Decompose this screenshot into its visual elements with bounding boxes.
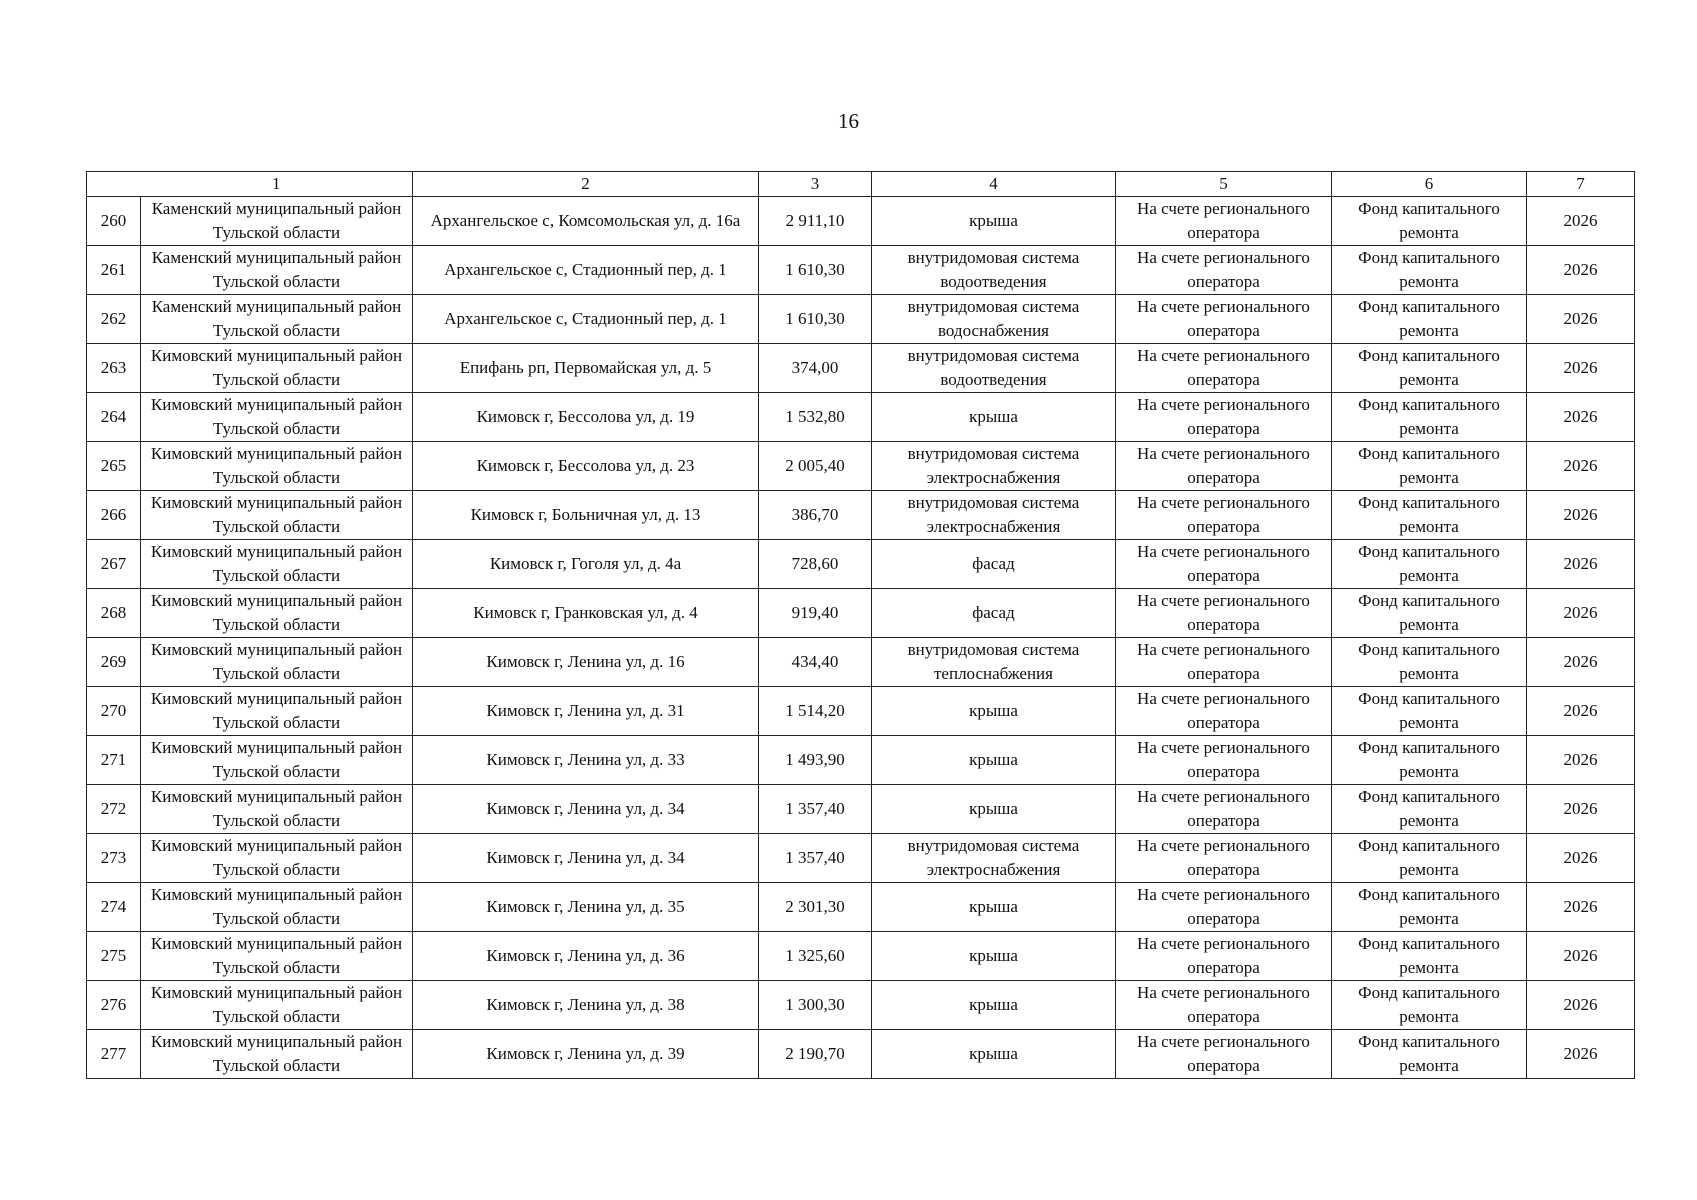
funding-source-cell: Фонд капитального ремонта <box>1332 638 1527 687</box>
account-cell: На счете регионального оператора <box>1116 491 1332 540</box>
district-cell: Кимовский муниципальный район Тульской области <box>141 442 413 491</box>
address-cell: Кимовск г, Ленина ул, д. 31 <box>413 687 759 736</box>
row-number-cell: 263 <box>87 344 141 393</box>
table-row <box>87 442 1635 491</box>
row-number-cell: 271 <box>87 736 141 785</box>
row-number-cell: 277 <box>87 1030 141 1079</box>
year-cell: 2026 <box>1527 246 1635 295</box>
year-cell: 2026 <box>1527 491 1635 540</box>
funding-source-cell: Фонд капитального ремонта <box>1332 834 1527 883</box>
account-cell: На счете регионального оператора <box>1116 540 1332 589</box>
address-cell: Кимовск г, Ленина ул, д. 33 <box>413 736 759 785</box>
district-cell: Кимовский муниципальный район Тульской области <box>141 344 413 393</box>
district-cell: Кимовский муниципальный район Тульской области <box>141 393 413 442</box>
address-cell: Кимовск г, Бессолова ул, д. 19 <box>413 393 759 442</box>
column-header: 5 <box>1116 172 1332 197</box>
area-cell: 1 357,40 <box>759 785 872 834</box>
table-row <box>87 834 1635 883</box>
account-cell: На счете регионального оператора <box>1116 883 1332 932</box>
row-number-cell: 275 <box>87 932 141 981</box>
account-cell: На счете регионального оператора <box>1116 589 1332 638</box>
work-type-cell: крыша <box>872 932 1116 981</box>
column-header: 4 <box>872 172 1116 197</box>
year-cell: 2026 <box>1527 687 1635 736</box>
header-blank-cell <box>87 172 141 197</box>
repair-register-table <box>86 171 1635 1079</box>
table-row <box>87 589 1635 638</box>
address-cell: Епифань рп, Первомайская ул, д. 5 <box>413 344 759 393</box>
year-cell: 2026 <box>1527 197 1635 246</box>
column-header: 6 <box>1332 172 1527 197</box>
address-cell: Архангельское с, Стадионный пер, д. 1 <box>413 295 759 344</box>
address-cell: Архангельское с, Комсомольская ул, д. 16а <box>413 197 759 246</box>
year-cell: 2026 <box>1527 1030 1635 1079</box>
table-row <box>87 295 1635 344</box>
work-type-cell: внутридомовая система электроснабжения <box>872 442 1116 491</box>
year-cell: 2026 <box>1527 883 1635 932</box>
table-row <box>87 981 1635 1030</box>
district-cell: Кимовский муниципальный район Тульской области <box>141 687 413 736</box>
area-cell: 1 300,30 <box>759 981 872 1030</box>
funding-source-cell: Фонд капитального ремонта <box>1332 197 1527 246</box>
account-cell: На счете регионального оператора <box>1116 393 1332 442</box>
table-row <box>87 197 1635 246</box>
year-cell: 2026 <box>1527 932 1635 981</box>
area-cell: 374,00 <box>759 344 872 393</box>
account-cell: На счете регионального оператора <box>1116 932 1332 981</box>
table-row <box>87 246 1635 295</box>
row-number-cell: 266 <box>87 491 141 540</box>
page-number: 16 <box>838 109 859 133</box>
account-cell: На счете регионального оператора <box>1116 295 1332 344</box>
work-type-cell: внутридомовая система теплоснабжения <box>872 638 1116 687</box>
table-body <box>87 172 1635 1079</box>
address-cell: Кимовск г, Ленина ул, д. 16 <box>413 638 759 687</box>
work-type-cell: внутридомовая система электроснабжения <box>872 834 1116 883</box>
row-number-cell: 267 <box>87 540 141 589</box>
work-type-cell: крыша <box>872 1030 1116 1079</box>
funding-source-cell: Фонд капитального ремонта <box>1332 393 1527 442</box>
table-row <box>87 638 1635 687</box>
table-row <box>87 491 1635 540</box>
year-cell: 2026 <box>1527 344 1635 393</box>
year-cell: 2026 <box>1527 834 1635 883</box>
work-type-cell: внутридомовая система электроснабжения <box>872 491 1116 540</box>
work-type-cell: крыша <box>872 687 1116 736</box>
account-cell: На счете регионального оператора <box>1116 442 1332 491</box>
account-cell: На счете регионального оператора <box>1116 344 1332 393</box>
district-cell: Кимовский муниципальный район Тульской области <box>141 736 413 785</box>
row-number-cell: 260 <box>87 197 141 246</box>
account-cell: На счете регионального оператора <box>1116 687 1332 736</box>
row-number-cell: 268 <box>87 589 141 638</box>
district-cell: Каменский муниципальный район Тульской области <box>141 197 413 246</box>
table-row <box>87 344 1635 393</box>
work-type-cell: внутридомовая система водоснабжения <box>872 295 1116 344</box>
address-cell: Кимовск г, Бессолова ул, д. 23 <box>413 442 759 491</box>
district-cell: Каменский муниципальный район Тульской области <box>141 246 413 295</box>
address-cell: Кимовск г, Гоголя ул, д. 4а <box>413 540 759 589</box>
table-row <box>87 687 1635 736</box>
account-cell: На счете регионального оператора <box>1116 736 1332 785</box>
area-cell: 728,60 <box>759 540 872 589</box>
district-cell: Кимовский муниципальный район Тульской области <box>141 981 413 1030</box>
row-number-cell: 276 <box>87 981 141 1030</box>
area-cell: 1 610,30 <box>759 295 872 344</box>
funding-source-cell: Фонд капитального ремонта <box>1332 491 1527 540</box>
row-number-cell: 270 <box>87 687 141 736</box>
address-cell: Кимовск г, Ленина ул, д. 38 <box>413 981 759 1030</box>
row-number-cell: 274 <box>87 883 141 932</box>
district-cell: Кимовский муниципальный район Тульской области <box>141 638 413 687</box>
year-cell: 2026 <box>1527 589 1635 638</box>
funding-source-cell: Фонд капитального ремонта <box>1332 981 1527 1030</box>
area-cell: 1 514,20 <box>759 687 872 736</box>
table-row <box>87 785 1635 834</box>
year-cell: 2026 <box>1527 981 1635 1030</box>
funding-source-cell: Фонд капитального ремонта <box>1332 687 1527 736</box>
row-number-cell: 269 <box>87 638 141 687</box>
work-type-cell: крыша <box>872 883 1116 932</box>
year-cell: 2026 <box>1527 540 1635 589</box>
area-cell: 2 005,40 <box>759 442 872 491</box>
funding-source-cell: Фонд капитального ремонта <box>1332 785 1527 834</box>
area-cell: 2 190,70 <box>759 1030 872 1079</box>
row-number-cell: 262 <box>87 295 141 344</box>
district-cell: Кимовский муниципальный район Тульской области <box>141 932 413 981</box>
account-cell: На счете регионального оператора <box>1116 785 1332 834</box>
funding-source-cell: Фонд капитального ремонта <box>1332 540 1527 589</box>
funding-source-cell: Фонд капитального ремонта <box>1332 1030 1527 1079</box>
area-cell: 919,40 <box>759 589 872 638</box>
account-cell: На счете регионального оператора <box>1116 197 1332 246</box>
row-number-cell: 272 <box>87 785 141 834</box>
column-header: 2 <box>413 172 759 197</box>
table-row <box>87 540 1635 589</box>
table-header-row <box>87 172 1635 197</box>
table-row <box>87 883 1635 932</box>
funding-source-cell: Фонд капитального ремонта <box>1332 932 1527 981</box>
work-type-cell: фасад <box>872 540 1116 589</box>
area-cell: 1 357,40 <box>759 834 872 883</box>
district-cell: Кимовский муниципальный район Тульской области <box>141 589 413 638</box>
column-header: 7 <box>1527 172 1635 197</box>
address-cell: Кимовск г, Ленина ул, д. 34 <box>413 834 759 883</box>
work-type-cell: внутридомовая система водоотведения <box>872 344 1116 393</box>
area-cell: 1 493,90 <box>759 736 872 785</box>
account-cell: На счете регионального оператора <box>1116 1030 1332 1079</box>
account-cell: На счете регионального оператора <box>1116 246 1332 295</box>
address-cell: Кимовск г, Ленина ул, д. 34 <box>413 785 759 834</box>
address-cell: Кимовск г, Ленина ул, д. 39 <box>413 1030 759 1079</box>
table-row <box>87 932 1635 981</box>
funding-source-cell: Фонд капитального ремонта <box>1332 246 1527 295</box>
year-cell: 2026 <box>1527 442 1635 491</box>
funding-source-cell: Фонд капитального ремонта <box>1332 295 1527 344</box>
work-type-cell: внутридомовая система водоотведения <box>872 246 1116 295</box>
funding-source-cell: Фонд капитального ремонта <box>1332 589 1527 638</box>
district-cell: Каменский муниципальный район Тульской области <box>141 295 413 344</box>
address-cell: Кимовск г, Ленина ул, д. 36 <box>413 932 759 981</box>
year-cell: 2026 <box>1527 295 1635 344</box>
account-cell: На счете регионального оператора <box>1116 834 1332 883</box>
row-number-cell: 264 <box>87 393 141 442</box>
year-cell: 2026 <box>1527 736 1635 785</box>
work-type-cell: крыша <box>872 393 1116 442</box>
year-cell: 2026 <box>1527 785 1635 834</box>
row-number-cell: 273 <box>87 834 141 883</box>
work-type-cell: крыша <box>872 736 1116 785</box>
account-cell: На счете регионального оператора <box>1116 638 1332 687</box>
table-row <box>87 736 1635 785</box>
area-cell: 2 301,30 <box>759 883 872 932</box>
account-cell: На счете регионального оператора <box>1116 981 1332 1030</box>
area-cell: 1 325,60 <box>759 932 872 981</box>
district-cell: Кимовский муниципальный район Тульской области <box>141 883 413 932</box>
work-type-cell: крыша <box>872 785 1116 834</box>
address-cell: Кимовск г, Больничная ул, д. 13 <box>413 491 759 540</box>
district-cell: Кимовский муниципальный район Тульской области <box>141 540 413 589</box>
district-cell: Кимовский муниципальный район Тульской области <box>141 785 413 834</box>
area-cell: 1 532,80 <box>759 393 872 442</box>
work-type-cell: крыша <box>872 197 1116 246</box>
area-cell: 386,70 <box>759 491 872 540</box>
district-cell: Кимовский муниципальный район Тульской области <box>141 834 413 883</box>
funding-source-cell: Фонд капитального ремонта <box>1332 736 1527 785</box>
district-cell: Кимовский муниципальный район Тульской области <box>141 1030 413 1079</box>
area-cell: 2 911,10 <box>759 197 872 246</box>
funding-source-cell: Фонд капитального ремонта <box>1332 883 1527 932</box>
work-type-cell: крыша <box>872 981 1116 1030</box>
year-cell: 2026 <box>1527 393 1635 442</box>
row-number-cell: 265 <box>87 442 141 491</box>
year-cell: 2026 <box>1527 638 1635 687</box>
table-row <box>87 1030 1635 1079</box>
area-cell: 1 610,30 <box>759 246 872 295</box>
work-type-cell: фасад <box>872 589 1116 638</box>
funding-source-cell: Фонд капитального ремонта <box>1332 344 1527 393</box>
funding-source-cell: Фонд капитального ремонта <box>1332 442 1527 491</box>
column-header: 3 <box>759 172 872 197</box>
district-cell: Кимовский муниципальный район Тульской области <box>141 491 413 540</box>
table-row <box>87 393 1635 442</box>
row-number-cell: 261 <box>87 246 141 295</box>
address-cell: Кимовск г, Ленина ул, д. 35 <box>413 883 759 932</box>
address-cell: Архангельское с, Стадионный пер, д. 1 <box>413 246 759 295</box>
column-header: 1 <box>141 172 413 197</box>
address-cell: Кимовск г, Гранковская ул, д. 4 <box>413 589 759 638</box>
area-cell: 434,40 <box>759 638 872 687</box>
